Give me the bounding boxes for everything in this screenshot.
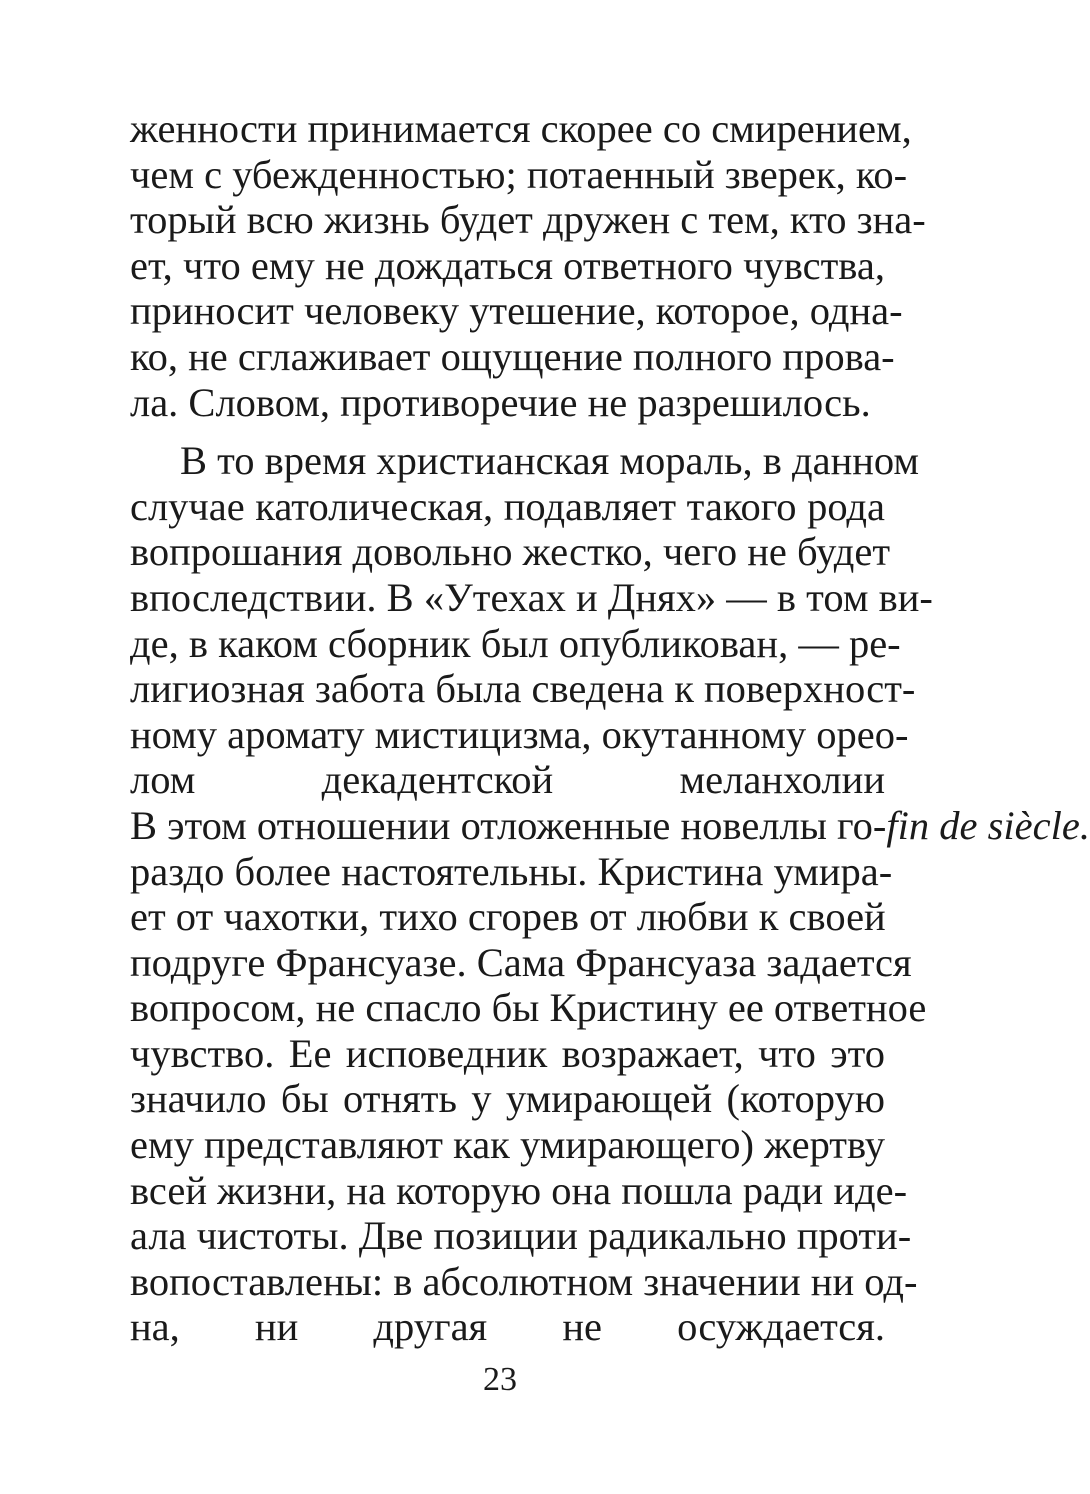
text-line: вопросом, не спасло бы Кристину ее ответное	[130, 985, 927, 1031]
text-line: ному аромату мистицизма, окутанному орео-	[130, 711, 909, 757]
text-line: вопоставлены: в абсолютном значении ни од-	[130, 1258, 918, 1304]
text-line: чем с убежденностью; потаенный зверек, ко-	[130, 151, 908, 197]
text-segment: В этом отношении отложенные новеллы го-	[130, 802, 887, 848]
text-line: всей жизни, на которую она пошла ради иде-	[130, 1167, 908, 1213]
text-line: ко, не сглаживает ощущение полного прова-	[130, 333, 895, 379]
italic-phrase: fin de siècle.	[886, 802, 1090, 848]
text-line: торый всю жизнь будет дружен с тем, кто зна-	[130, 197, 926, 243]
text-line: де, в каком сборник был опубликован, — ре-	[130, 620, 901, 666]
text-line: приносит человеку утешение, которое, одна-	[130, 288, 903, 334]
text-line: подруге Франсуазе. Сама Франсуаза задается	[130, 939, 912, 985]
text-line: раздо более настоятельны. Кристина умира-	[130, 848, 893, 894]
text-line: женности принимается скорее со смирением,	[130, 106, 912, 151]
text-line: впоследствии. В «Утехах и Днях» — в том ви-	[130, 574, 933, 620]
text-line: ему представляют как умирающего) жертву	[130, 1122, 885, 1168]
text-line: случае католическая, подавляет такого рода	[130, 483, 885, 529]
text-line: ет, что ему не дождаться ответного чувства,	[130, 242, 885, 288]
text-line: лом декадентской меланхолии	[130, 757, 885, 803]
page-number: 23	[483, 1361, 517, 1398]
page-body	[130, 106, 1090, 1350]
text-line-with-italic	[130, 802, 1090, 849]
text-line: чувство. Ее исповедник возражает, что это	[130, 1030, 885, 1076]
text-line: ет от чахотки, тихо сгорев от любви к своей	[130, 894, 886, 940]
text-line: В то время христианская мораль, в данном	[180, 438, 920, 484]
paragraph-2	[130, 438, 1090, 1350]
text-line: лигиозная забота была сведена к поверхност-	[130, 666, 916, 712]
text-line: на, ни другая не осуждается.	[130, 1304, 885, 1350]
paragraph-1	[130, 106, 926, 425]
text-line: ла. Словом, противоречие не разрешилось.	[130, 379, 871, 425]
text-line: значило бы отнять у умирающей (которую	[130, 1076, 885, 1122]
text-line: вопрошания довольно жестко, чего не будет	[130, 529, 891, 575]
text-line: ала чистоты. Две позиции радикально проти-	[130, 1213, 912, 1259]
